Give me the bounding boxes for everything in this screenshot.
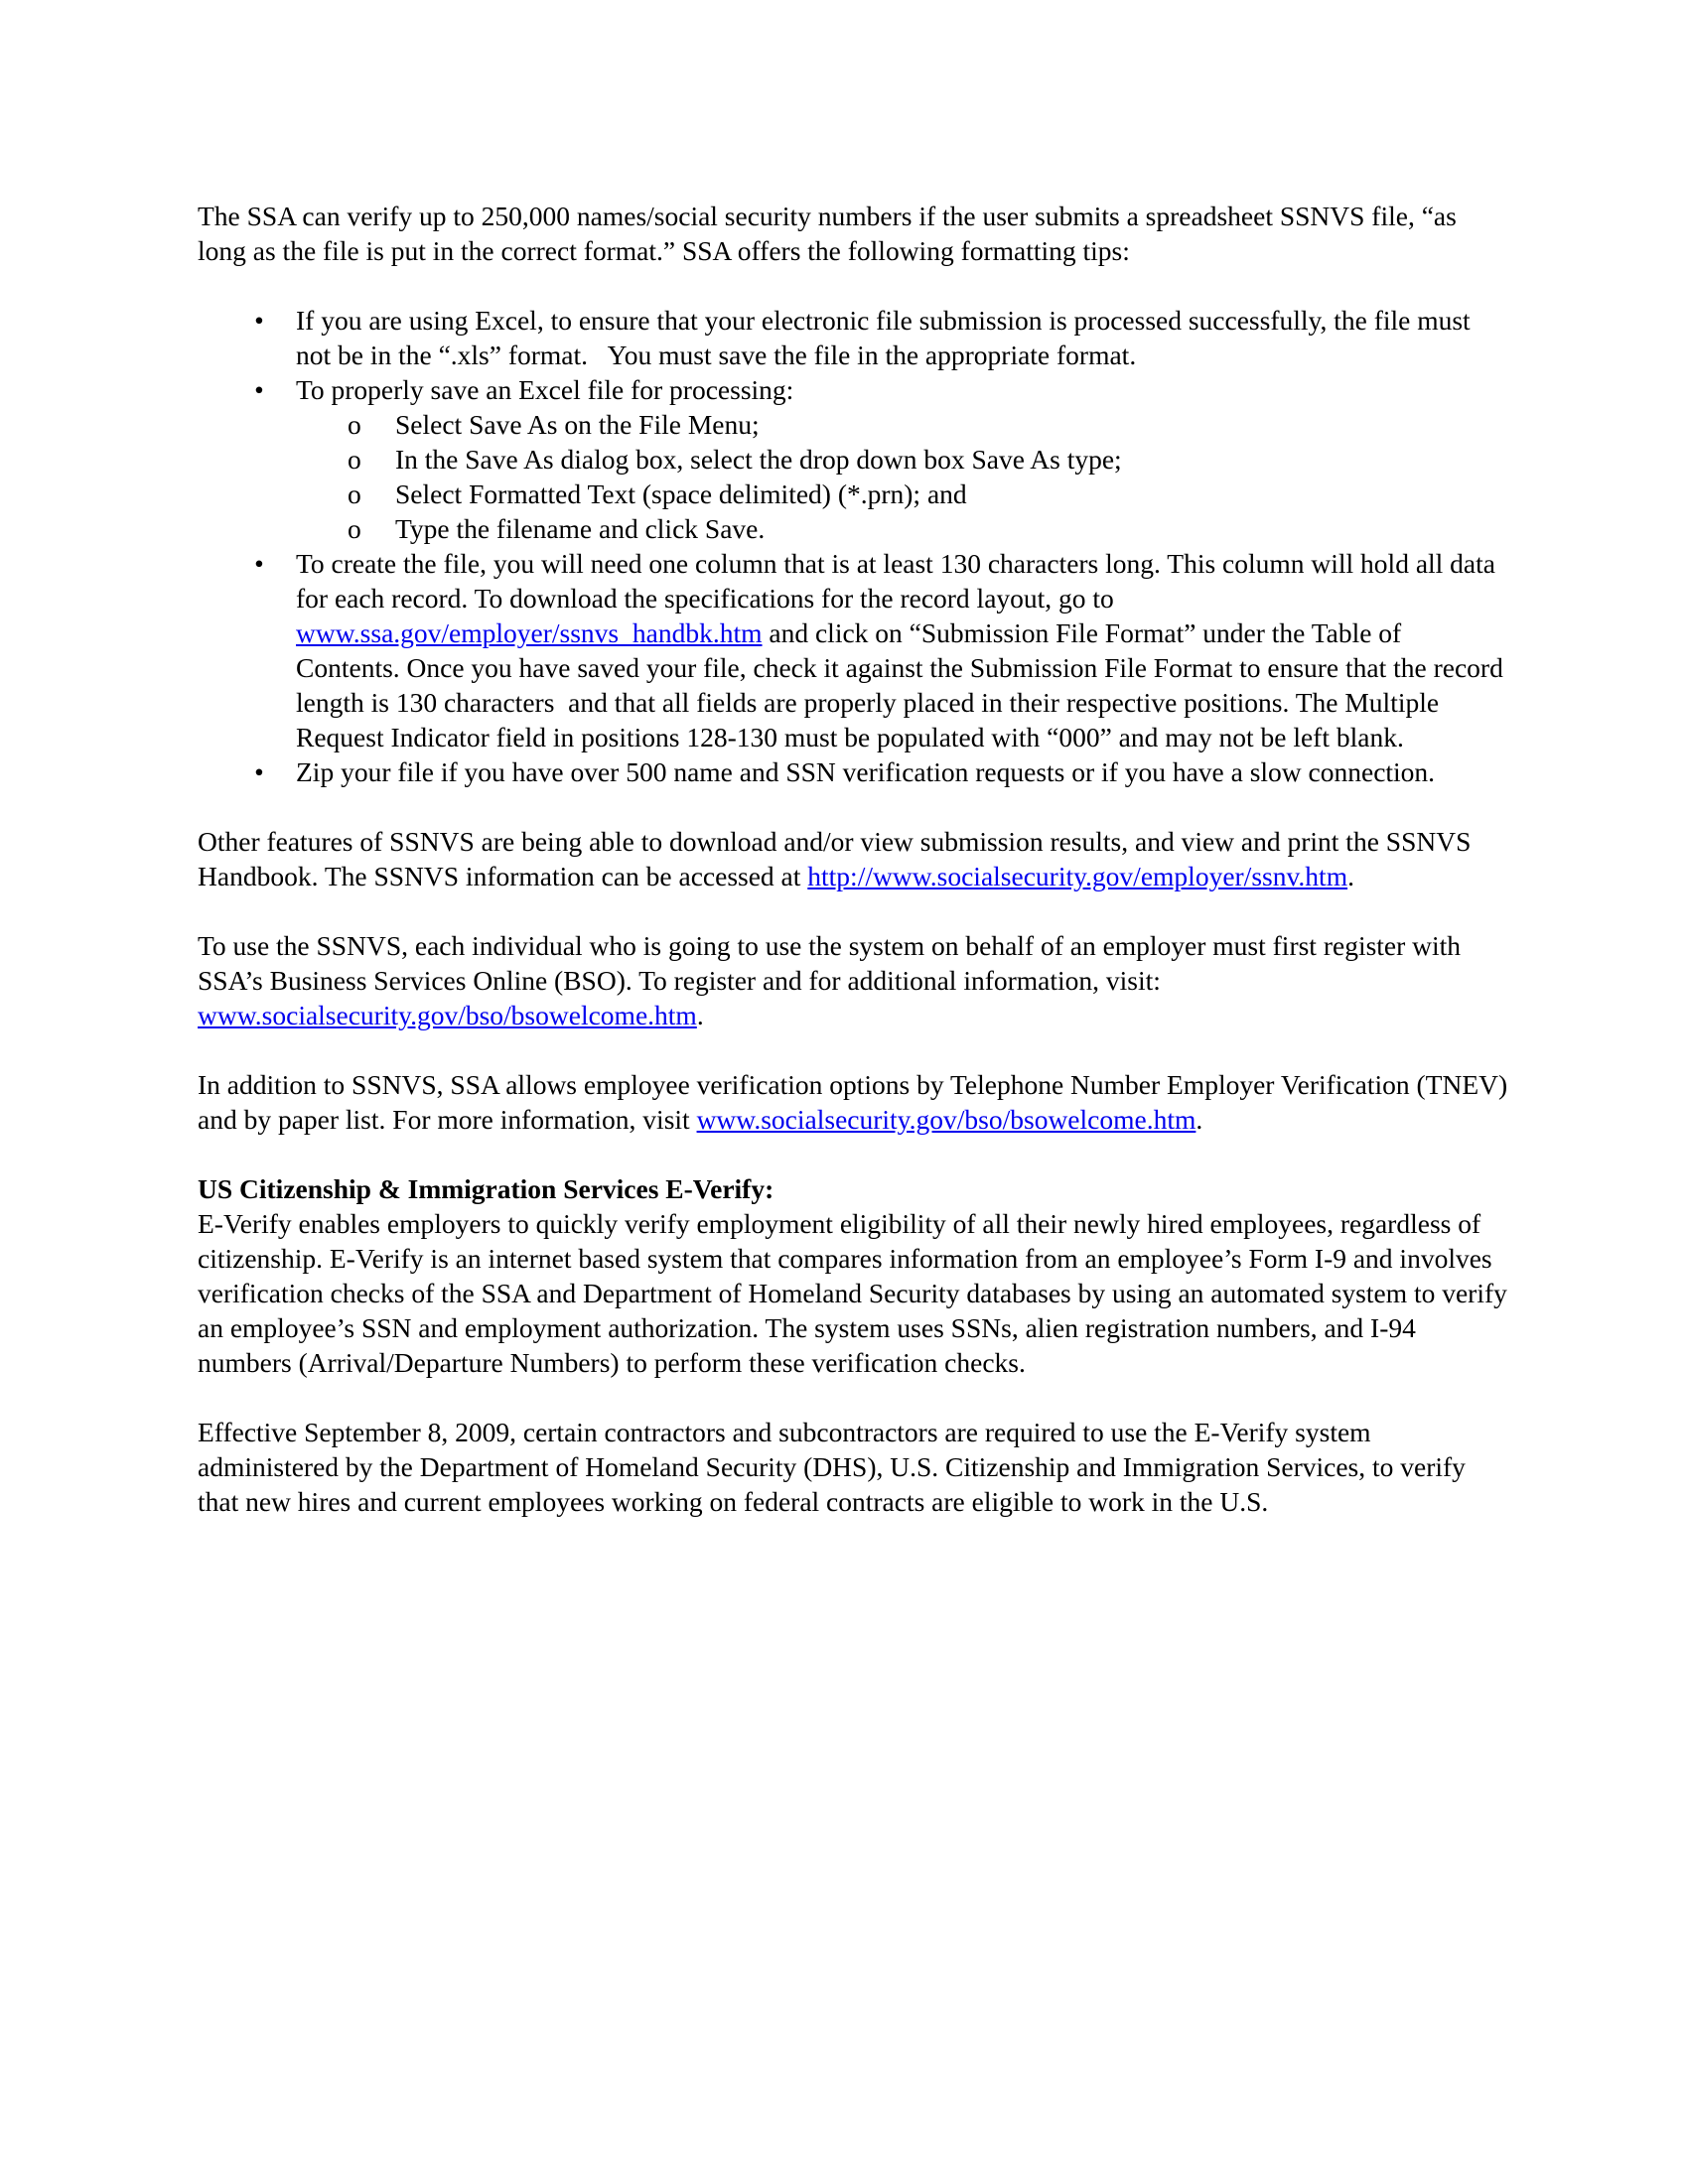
sub-bullet-icon: o <box>348 409 361 440</box>
save-step-text: In the Save As dialog box, select the drop down box Save As type; <box>395 444 1122 475</box>
tip-save-excel <box>198 372 1508 407</box>
bso-welcome-link-2[interactable]: www.socialsecurity.gov/bso/bsowelcome.htm <box>696 1104 1196 1135</box>
sub-bullet-icon: o <box>348 444 361 475</box>
everify-paragraph: E-Verify enables employers to quickly verify employment eligibility of all their newly hired employees, regardless of citizenship. E-Verify is an internet based system that compares information from an employee’s Form I-9 and involves verification checks of the SSA and Department of Homeland Security databases by using an automated system to verify an employee’s SSN and employment authorization. The system uses SSNs, alien registration numbers, and I-94 numbers (Arrival/Departure Numbers) to perform these verification checks. <box>198 1208 1507 1378</box>
tip-text: Zip your file if you have over 500 name and SSN verification requests or if you have a slow connection. <box>296 756 1436 787</box>
options-text: In addition to SSNVS, SSA allows employee verification options by Telephone Number Employer Verification (TNEV) and by paper list. For more information, visit <box>198 1069 1508 1135</box>
register-end: . <box>696 1000 704 1030</box>
bullet-icon: • <box>254 548 264 579</box>
formatting-tips-list <box>198 303 1508 789</box>
tip-text: If you are using Excel, to ensure that your electronic file submission is processed successfully, the file must not be in the “.xls” format. You must save the file in the appropriate format. <box>296 305 1471 370</box>
tip-excel-format <box>198 303 1508 372</box>
tip-text-cont: and click on “Submission File Format” under the Table of Contents. Once you have saved your file, check it against the Submission File Format to ensure that the record length is 130 characters and that all fields are properly placed in their respective positions. The Multiple Request Indicator field in positions 128-130 must be populated with “000” and may not be left blank. <box>296 617 1503 752</box>
save-step-text: Select Save As on the File Menu; <box>395 409 760 440</box>
tip-create-file <box>198 546 1508 754</box>
intro-paragraph: The SSA can verify up to 250,000 names/social security numbers if the user submits a spreadsheet SSNVS file, “as long as the file is put in the correct format.” SSA offers the following formatting tips: <box>198 201 1457 266</box>
tip-text: To properly save an Excel file for processing: <box>296 374 794 405</box>
ssnvs-handbook-link[interactable]: www.ssa.gov/employer/ssnvs_handbk.htm <box>296 617 763 648</box>
bullet-icon: • <box>254 756 264 787</box>
tip-text: To create the file, you will need one column that is at least 130 characters long. This column will hold all data for each record. To download the specifications for the record layout, go to <box>296 548 1495 614</box>
everify-heading: US Citizenship & Immigration Services E-Verify: <box>198 1173 774 1204</box>
register-paragraph <box>198 928 1508 1032</box>
save-step <box>296 407 1508 442</box>
ssnv-link[interactable]: http://www.socialsecurity.gov/employer/ssnv.htm <box>807 861 1348 891</box>
sub-bullet-icon: o <box>348 513 361 544</box>
sub-bullet-icon: o <box>348 478 361 509</box>
save-step <box>296 477 1508 511</box>
document-page <box>198 199 1508 1554</box>
bullet-icon: • <box>254 305 264 336</box>
features-text: Other features of SSNVS are being able to download and/or view submission results, and view and print the SSNVS Handbook. The SSNVS information can be accessed at <box>198 826 1472 891</box>
register-text: To use the SSNVS, each individual who is going to use the system on behalf of an employer must first register with SSA’s Business Services Online (BSO). To register and for additional information, visit: <box>198 930 1462 996</box>
tip-zip-file <box>198 754 1508 789</box>
save-step <box>296 442 1508 477</box>
features-paragraph <box>198 824 1508 893</box>
bullet-icon: • <box>254 374 264 405</box>
bso-welcome-link[interactable]: www.socialsecurity.gov/bso/bsowelcome.htm <box>198 1000 697 1030</box>
save-step-text: Type the filename and click Save. <box>395 513 766 544</box>
options-paragraph <box>198 1067 1508 1137</box>
save-step-text: Select Formatted Text (space delimited) (*.prn); and <box>395 478 967 509</box>
effective-paragraph: Effective September 8, 2009, certain contractors and subcontractors are required to use the E-Verify system administered by the Department of Homeland Security (DHS), U.S. Citizenship and Immigration Services, to verify that new hires and current employees working on federal contracts are eligible to work in the U.S. <box>198 1417 1466 1517</box>
features-end: . <box>1347 861 1354 891</box>
save-step <box>296 511 1508 546</box>
save-steps-container <box>198 407 1508 546</box>
options-end: . <box>1196 1104 1203 1135</box>
save-steps-list <box>296 407 1508 546</box>
